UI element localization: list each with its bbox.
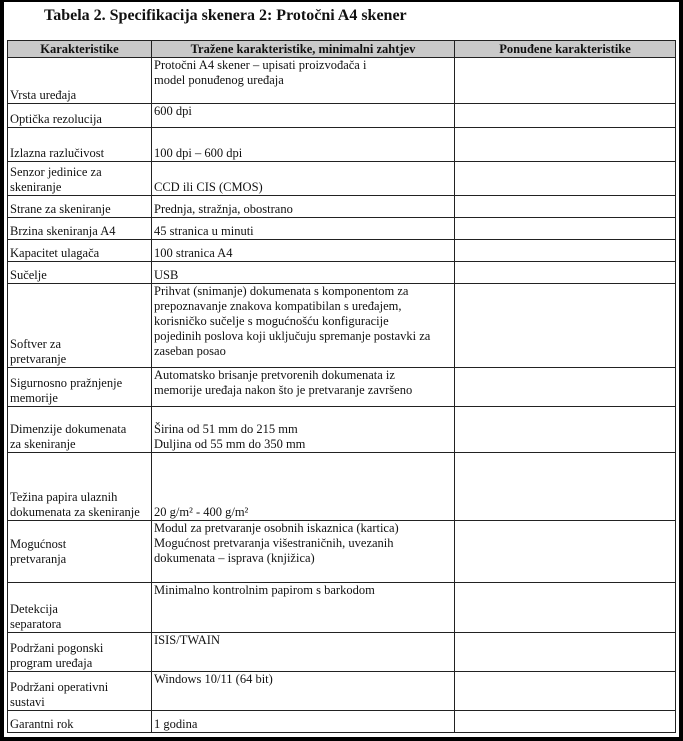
offered-cell[interactable] — [455, 368, 676, 407]
table-row — [8, 162, 676, 196]
offered-cell[interactable] — [455, 711, 676, 733]
document-page — [4, 2, 679, 737]
row-value: 100 dpi – 600 dpi — [152, 128, 455, 162]
row-label: Detekcija separatora — [8, 583, 152, 633]
offered-cell[interactable] — [455, 128, 676, 162]
table-row — [8, 583, 676, 633]
table-row — [8, 521, 676, 583]
row-value: 100 stranica A4 — [152, 240, 455, 262]
row-value: Minimalno kontrolnim papirom s barkodom — [152, 583, 455, 633]
row-value: Prihvat (snimanje) dokumenata s komponentom za prepoznavanje znakova kompatibilan s uređajem, korisničko sučelje s mogućnošću konfiguracije pojedinih poslova koji uključuju spremanje postavki za zaseban posao — [152, 284, 455, 368]
offered-cell[interactable] — [455, 583, 676, 633]
table-row — [8, 240, 676, 262]
row-value: Windows 10/11 (64 bit) — [152, 672, 455, 711]
row-value: CCD ili CIS (CMOS) — [152, 162, 455, 196]
row-value: Prednja, stražnja, obostrano — [152, 196, 455, 218]
table-row — [8, 58, 676, 104]
row-value: 600 dpi — [152, 104, 455, 128]
row-label: Sučelje — [8, 262, 152, 284]
offered-cell[interactable] — [455, 218, 676, 240]
table-row — [8, 633, 676, 672]
table-row — [8, 711, 676, 733]
offered-cell[interactable] — [455, 196, 676, 218]
table-row — [8, 128, 676, 162]
row-label: Težina papira ulaznih dokumenata za skeniranje — [8, 453, 152, 521]
row-value: Automatsko brisanje pretvorenih dokumenata iz memorije uređaja nakon što je pretvaranje završeno — [152, 368, 455, 407]
row-label: Sigurnosno pražnjenje memorije — [8, 368, 152, 407]
offered-cell[interactable] — [455, 240, 676, 262]
offered-cell[interactable] — [455, 104, 676, 128]
table-title: Tabela 2. Specifikacija skenera 2: Protočni A4 skener — [44, 7, 407, 24]
offered-cell[interactable] — [455, 162, 676, 196]
row-label: Softver za pretvaranje — [8, 284, 152, 368]
table-row — [8, 672, 676, 711]
row-label: Senzor jedinice za skeniranje — [8, 162, 152, 196]
offered-cell[interactable] — [455, 453, 676, 521]
row-label: Kapacitet ulagača — [8, 240, 152, 262]
row-label: Optička rezolucija — [8, 104, 152, 128]
row-label: Garantni rok — [8, 711, 152, 733]
offered-cell[interactable] — [455, 58, 676, 104]
offered-cell[interactable] — [455, 284, 676, 368]
column-header-required: Tražene karakteristike, minimalni zahtjev — [152, 41, 455, 58]
offered-cell[interactable] — [455, 521, 676, 583]
column-header-characteristics: Karakteristike — [8, 41, 152, 58]
header-row — [8, 41, 676, 58]
row-label: Podržani operativni sustavi — [8, 672, 152, 711]
row-value: USB — [152, 262, 455, 284]
table-row — [8, 284, 676, 368]
offered-cell[interactable] — [455, 407, 676, 453]
row-value: Protočni A4 skener – upisati proizvođača i model ponuđenog uređaja — [152, 58, 455, 104]
table-row — [8, 104, 676, 128]
row-value: Širina od 51 mm do 215 mm Duljina od 55 mm do 350 mm — [152, 407, 455, 453]
offered-cell[interactable] — [455, 262, 676, 284]
specification-table — [7, 40, 676, 733]
table-row — [8, 453, 676, 521]
row-value: 1 godina — [152, 711, 455, 733]
row-value: ISIS/TWAIN — [152, 633, 455, 672]
row-label: Dimenzije dokumenata za skeniranje — [8, 407, 152, 453]
row-label: Mogućnost pretvaranja — [8, 521, 152, 583]
row-label: Izlazna razlučivost — [8, 128, 152, 162]
table-row — [8, 262, 676, 284]
table-row — [8, 407, 676, 453]
row-value: Modul za pretvaranje osobnih iskaznica (kartica) Mogućnost pretvaranja višestraničnih, uvezanih dokumenata – isprava (knjižica) — [152, 521, 455, 583]
column-header-offered: Ponuđene karakteristike — [455, 41, 676, 58]
row-label: Strane za skeniranje — [8, 196, 152, 218]
row-label: Podržani pogonski program uređaja — [8, 633, 152, 672]
offered-cell[interactable] — [455, 672, 676, 711]
row-value: 45 stranica u minuti — [152, 218, 455, 240]
row-label: Brzina skeniranja A4 — [8, 218, 152, 240]
table-row — [8, 218, 676, 240]
row-label: Vrsta uređaja — [8, 58, 152, 104]
row-value: 20 g/m² - 400 g/m² — [152, 453, 455, 521]
offered-cell[interactable] — [455, 633, 676, 672]
table-row — [8, 368, 676, 407]
table-row — [8, 196, 676, 218]
